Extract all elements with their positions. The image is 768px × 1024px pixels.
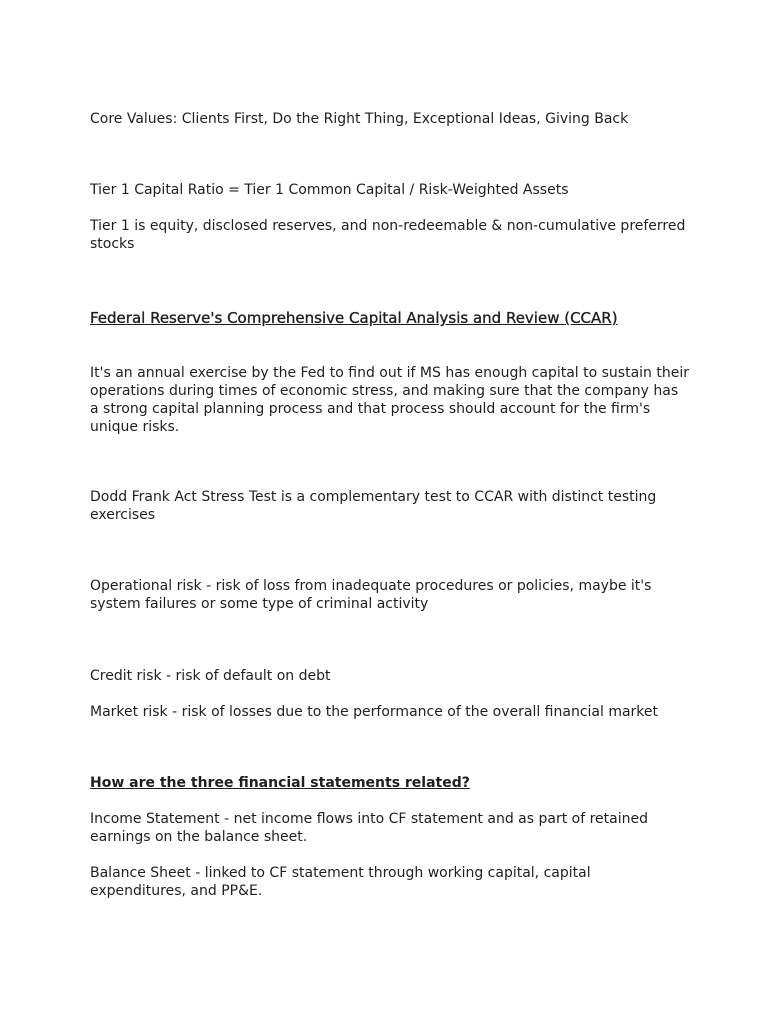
core-values-text: Core Values: Clients First, Do the Right Thing, Exceptional Ideas, Giving Back — [90, 111, 629, 127]
operational-risk-text: Operational risk - risk of loss from inadequate procedures or policies, maybe it's system failures or some type of criminal activity — [90, 578, 652, 612]
income-statement-text: Income Statement - net income flows into CF statement and as part of retained earnings on the balance sheet. — [90, 811, 649, 845]
dodd-frank-text: Dodd Frank Act Stress Test is a complementary test to CCAR with distinct testing exercises — [90, 489, 657, 523]
balance-sheet-text: Balance Sheet - linked to CF statement through working capital, capital expenditures, and PP&E. — [90, 865, 591, 899]
tier1-ratio-text: Tier 1 Capital Ratio = Tier 1 Common Capital / Risk-Weighted Assets — [90, 182, 569, 198]
tier1-definition-text: Tier 1 is equity, disclosed reserves, and non-redeemable & non-cumulative preferred stocks — [90, 218, 686, 252]
market-risk-text: Market risk - risk of losses due to the performance of the overall financial market — [90, 704, 659, 720]
statements-heading: How are the three financial statements related? — [90, 775, 470, 791]
credit-risk-text: Credit risk - risk of default on debt — [90, 668, 331, 684]
ccar-description-text: It's an annual exercise by the Fed to find out if MS has enough capital to sustain their operations during times of economic stress, and making sure that the company has a strong capital planning process and that process should account for the firm's unique risks. — [90, 365, 689, 435]
ccar-heading: Federal Reserve's Comprehensive Capital Analysis and Review (CCAR) — [90, 309, 618, 327]
